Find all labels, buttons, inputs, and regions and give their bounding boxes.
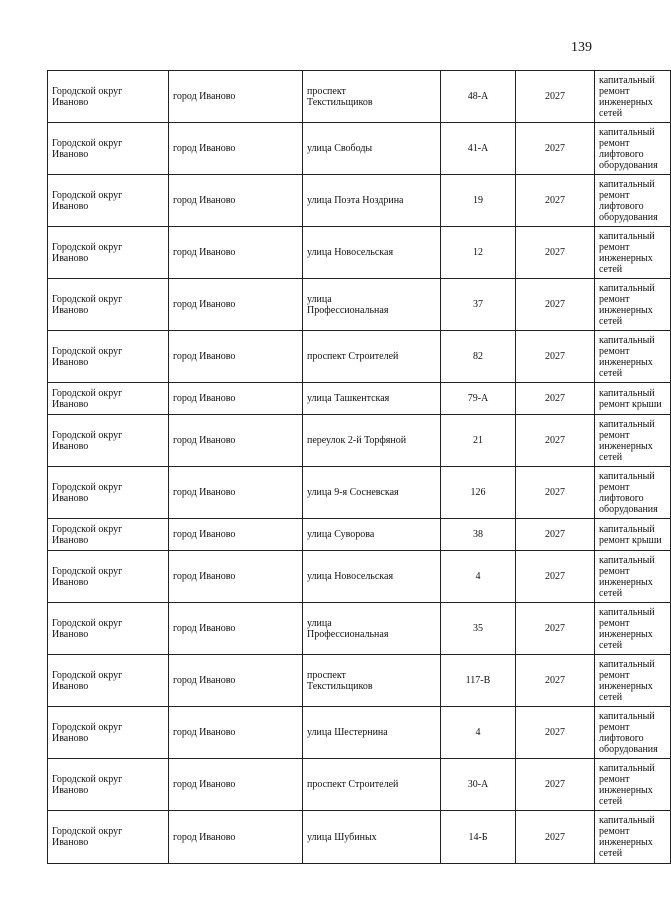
municipality-cell: Городской округ Иваново (48, 175, 169, 227)
year-cell: 2027 (516, 279, 595, 331)
table-row (48, 759, 671, 811)
page-number: 139 (571, 40, 592, 55)
house-number-cell: 4 (441, 707, 516, 759)
municipality-cell: Городской округ Иваново (48, 655, 169, 707)
settlement-cell: город Иваново (169, 175, 303, 227)
settlement-cell: город Иваново (169, 331, 303, 383)
street-cell: проспект Строителей (303, 759, 441, 811)
settlement-cell: город Иваново (169, 123, 303, 175)
year-cell: 2027 (516, 519, 595, 551)
table-row (48, 467, 671, 519)
settlement-cell: город Иваново (169, 707, 303, 759)
municipality-cell: Городской округ Иваново (48, 331, 169, 383)
work-type-cell: капитальный ремонт инженерных сетей (595, 71, 671, 123)
work-type-cell: капитальный ремонт лифтового оборудования (595, 175, 671, 227)
year-cell: 2027 (516, 123, 595, 175)
house-number-cell: 117-В (441, 655, 516, 707)
municipality-cell: Городской округ Иваново (48, 279, 169, 331)
municipality-cell: Городской округ Иваново (48, 123, 169, 175)
work-type-cell: капитальный ремонт инженерных сетей (595, 811, 671, 864)
street-cell: улица Поэта Ноздрина (303, 175, 441, 227)
settlement-cell: город Иваново (169, 811, 303, 864)
municipality-cell: Городской округ Иваново (48, 227, 169, 279)
house-number-cell: 4 (441, 551, 516, 603)
table-row (48, 383, 671, 415)
table-row (48, 415, 671, 467)
street-cell: переулок 2-й Торфяной (303, 415, 441, 467)
municipality-cell: Городской округ Иваново (48, 759, 169, 811)
work-type-cell: капитальный ремонт инженерных сетей (595, 279, 671, 331)
house-number-cell: 82 (441, 331, 516, 383)
municipality-cell: Городской округ Иваново (48, 383, 169, 415)
year-cell: 2027 (516, 467, 595, 519)
settlement-cell: город Иваново (169, 519, 303, 551)
house-number-cell: 21 (441, 415, 516, 467)
work-type-cell: капитальный ремонт инженерных сетей (595, 551, 671, 603)
work-type-cell: капитальный ремонт инженерных сетей (595, 227, 671, 279)
municipality-cell: Городской округ Иваново (48, 71, 169, 123)
table-row (48, 603, 671, 655)
settlement-cell: город Иваново (169, 415, 303, 467)
work-type-cell: капитальный ремонт инженерных сетей (595, 415, 671, 467)
year-cell: 2027 (516, 415, 595, 467)
year-cell: 2027 (516, 707, 595, 759)
year-cell: 2027 (516, 603, 595, 655)
repair-schedule-table (47, 70, 671, 864)
work-type-cell: капитальный ремонт инженерных сетей (595, 603, 671, 655)
table-body (48, 71, 671, 864)
table-row (48, 331, 671, 383)
street-cell: улица Новосельская (303, 551, 441, 603)
table-row (48, 123, 671, 175)
work-type-cell: капитальный ремонт инженерных сетей (595, 759, 671, 811)
street-cell: улица Шестернина (303, 707, 441, 759)
settlement-cell: город Иваново (169, 759, 303, 811)
house-number-cell: 126 (441, 467, 516, 519)
settlement-cell: город Иваново (169, 383, 303, 415)
street-cell: улица Новосельская (303, 227, 441, 279)
street-cell: улица Ташкентская (303, 383, 441, 415)
settlement-cell: город Иваново (169, 71, 303, 123)
municipality-cell: Городской округ Иваново (48, 707, 169, 759)
municipality-cell: Городской округ Иваново (48, 519, 169, 551)
work-type-cell: капитальный ремонт лифтового оборудования (595, 123, 671, 175)
settlement-cell: город Иваново (169, 467, 303, 519)
house-number-cell: 30-А (441, 759, 516, 811)
street-cell: улица Свободы (303, 123, 441, 175)
year-cell: 2027 (516, 175, 595, 227)
municipality-cell: Городской округ Иваново (48, 551, 169, 603)
street-cell: улица Шубиных (303, 811, 441, 864)
street-cell: улица 9-я Сосневская (303, 467, 441, 519)
work-type-cell: капитальный ремонт лифтового оборудования (595, 467, 671, 519)
year-cell: 2027 (516, 551, 595, 603)
house-number-cell: 37 (441, 279, 516, 331)
table-row (48, 227, 671, 279)
year-cell: 2027 (516, 383, 595, 415)
year-cell: 2027 (516, 811, 595, 864)
year-cell: 2027 (516, 227, 595, 279)
street-cell: улица Профессиональная (303, 279, 441, 331)
house-number-cell: 79-А (441, 383, 516, 415)
year-cell: 2027 (516, 71, 595, 123)
table-row (48, 811, 671, 864)
house-number-cell: 14-Б (441, 811, 516, 864)
settlement-cell: город Иваново (169, 551, 303, 603)
street-cell: улица Суворова (303, 519, 441, 551)
municipality-cell: Городской округ Иваново (48, 811, 169, 864)
table-row (48, 707, 671, 759)
house-number-cell: 19 (441, 175, 516, 227)
street-cell: проспект Текстильщиков (303, 71, 441, 123)
settlement-cell: город Иваново (169, 655, 303, 707)
municipality-cell: Городской округ Иваново (48, 415, 169, 467)
house-number-cell: 41-А (441, 123, 516, 175)
work-type-cell: капитальный ремонт крыши (595, 383, 671, 415)
year-cell: 2027 (516, 331, 595, 383)
table-row (48, 71, 671, 123)
table-row (48, 655, 671, 707)
house-number-cell: 38 (441, 519, 516, 551)
street-cell: улица Профессиональная (303, 603, 441, 655)
table-row (48, 519, 671, 551)
municipality-cell: Городской округ Иваново (48, 467, 169, 519)
house-number-cell: 35 (441, 603, 516, 655)
settlement-cell: город Иваново (169, 279, 303, 331)
table-row (48, 175, 671, 227)
settlement-cell: город Иваново (169, 603, 303, 655)
table-row (48, 279, 671, 331)
street-cell: проспект Строителей (303, 331, 441, 383)
work-type-cell: капитальный ремонт инженерных сетей (595, 331, 671, 383)
house-number-cell: 12 (441, 227, 516, 279)
work-type-cell: капитальный ремонт инженерных сетей (595, 655, 671, 707)
municipality-cell: Городской округ Иваново (48, 603, 169, 655)
year-cell: 2027 (516, 655, 595, 707)
settlement-cell: город Иваново (169, 227, 303, 279)
work-type-cell: капитальный ремонт крыши (595, 519, 671, 551)
work-type-cell: капитальный ремонт лифтового оборудования (595, 707, 671, 759)
house-number-cell: 48-А (441, 71, 516, 123)
year-cell: 2027 (516, 759, 595, 811)
table-row (48, 551, 671, 603)
street-cell: проспект Текстильщиков (303, 655, 441, 707)
